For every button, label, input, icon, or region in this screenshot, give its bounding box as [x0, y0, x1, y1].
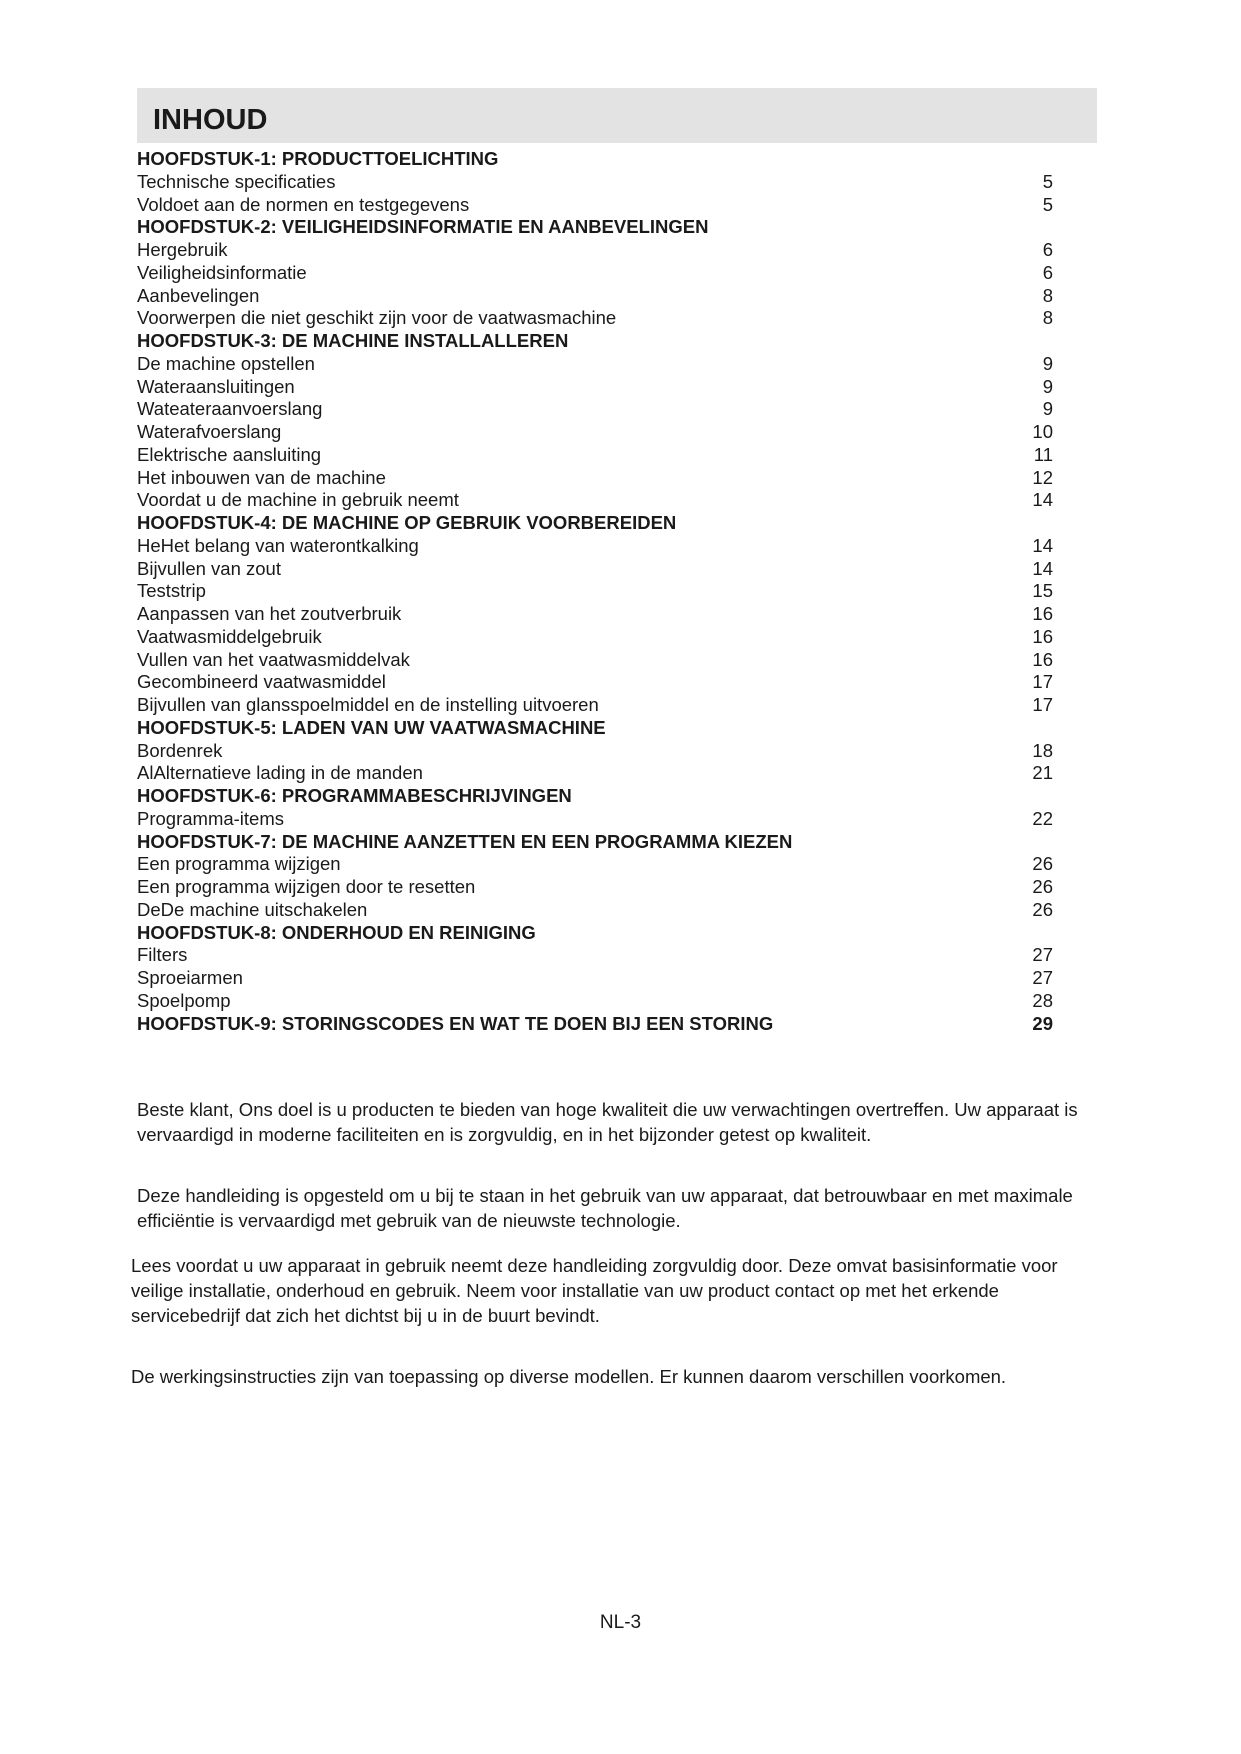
- toc-chapter-heading: [137, 1013, 1053, 1036]
- toc-entry: [137, 239, 1053, 262]
- toc-entry-page: 16: [1032, 648, 1053, 670]
- toc-entry-title: Hergebruik: [137, 239, 228, 260]
- toc-entry-page: 26: [1032, 853, 1053, 875]
- toc-entry-title: Gecombineerd vaatwasmiddel: [137, 671, 386, 693]
- toc-entry-page: 17: [1032, 694, 1053, 715]
- intro-paragraph-3: Lees voordat u uw apparaat in gebruik neemt deze handleiding zorgvuldig door. Deze omvat basisinformatie voor veilige installatie, onderhoud en gebruik. Neem voor installatie van uw product contact op met het erkende servicebedrijf dat zich het dichtst bij u in de buurt bevindt.: [131, 1255, 1058, 1326]
- toc-entry-title: Een programma wijzigen: [137, 853, 341, 875]
- toc-entry-page: 5: [1042, 193, 1053, 215]
- toc-entry-page: 16: [1032, 603, 1053, 624]
- toc-entry: [137, 580, 1053, 603]
- toc-entry: [137, 171, 1053, 194]
- toc-entry-page: 27: [1032, 944, 1053, 966]
- toc-entry-page: 9: [1042, 398, 1053, 420]
- toc-entry-title: Bijvullen van zout: [137, 557, 281, 579]
- toc-entry: [137, 990, 1053, 1013]
- toc-entry-page: 10: [1032, 421, 1053, 442]
- toc-entry-title: Bordenrek: [137, 739, 223, 761]
- toc-entry: [137, 671, 1053, 694]
- toc-entry-title: Programma-items: [137, 807, 284, 829]
- toc-entry-page: 17: [1032, 671, 1053, 693]
- toc-entry-page: 8: [1042, 284, 1053, 306]
- toc-entry: [137, 285, 1053, 308]
- toc-entry: [137, 649, 1053, 672]
- toc-entry-title: HOOFDSTUK-6: PROGRAMMABESCHRIJVINGEN: [137, 785, 572, 806]
- toc-entry-title: Waterafvoerslang: [137, 421, 282, 442]
- toc-entry: [137, 307, 1053, 330]
- toc-entry-page: 21: [1032, 762, 1053, 784]
- toc-chapter-heading: [137, 148, 1053, 171]
- toc-chapter-heading: [137, 717, 1053, 740]
- toc-entry-page: 9: [1042, 375, 1053, 397]
- toc-entry-title: Technische specificaties: [137, 170, 336, 192]
- toc-entry-title: Bijvullen van glansspoelmiddel en de instelling uitvoeren: [137, 694, 599, 715]
- intro-paragraph-4: De werkingsinstructies zijn van toepassing op diverse modellen. Er kunnen daarom verschillen voorkomen.: [131, 1366, 1007, 1387]
- toc-entry-page: 26: [1032, 876, 1053, 897]
- toc-entry: [137, 194, 1053, 217]
- toc-entry-title: Voorwerpen die niet geschikt zijn voor de vaatwasmachine: [137, 307, 617, 329]
- toc-entry-page: 29: [1032, 1012, 1053, 1034]
- header-bar: [137, 88, 1097, 143]
- toc-entry: [137, 944, 1053, 967]
- toc-entry-title: Aanpassen van het zoutverbruik: [137, 603, 402, 624]
- toc-entry: [137, 694, 1053, 717]
- toc-entry: [137, 853, 1053, 876]
- toc-entry-title: HOOFDSTUK-8: ONDERHOUD EN REINIGING: [137, 921, 536, 943]
- toc-entry-title: HOOFDSTUK-2: VEILIGHEIDSINFORMATIE EN AANBEVELINGEN: [137, 216, 709, 238]
- toc-entry-page: 9: [1042, 352, 1053, 374]
- toc-entry-title: Teststrip: [137, 580, 206, 602]
- page-number: NL-3: [599, 1612, 642, 1633]
- toc-entry: [137, 626, 1053, 649]
- toc-entry: [137, 762, 1053, 785]
- toc-entry-title: Vaatwasmiddelgebruik: [137, 625, 322, 647]
- toc-entry-page: 15: [1032, 580, 1053, 602]
- toc-entry: [137, 967, 1053, 990]
- toc-entry: [137, 353, 1053, 376]
- toc-entry-title: Filters: [137, 944, 188, 966]
- toc-chapter-heading: [137, 512, 1053, 535]
- toc-entry: [137, 467, 1053, 490]
- toc-entry: [137, 558, 1053, 581]
- toc-chapter-heading: [137, 785, 1053, 808]
- toc-entry: [137, 262, 1053, 285]
- toc-entry-page: 16: [1032, 625, 1053, 647]
- toc-entry: [137, 535, 1053, 558]
- toc-entry-page: 12: [1032, 466, 1053, 488]
- toc-entry: [137, 489, 1053, 512]
- toc-chapter-heading: [137, 330, 1053, 353]
- toc-entry: [137, 398, 1053, 421]
- page-title: INHOUD: [153, 104, 268, 136]
- toc-entry-title: HeHet belang van waterontkalking: [137, 534, 419, 556]
- toc-entry-title: De machine opstellen: [137, 352, 315, 374]
- toc-entry-page: 18: [1032, 739, 1053, 761]
- toc-entry-title: Het inbouwen van de machine: [137, 466, 386, 488]
- toc-entry-page: 26: [1032, 898, 1053, 920]
- toc-entry: [137, 876, 1053, 899]
- toc-entry-page: 6: [1042, 261, 1053, 283]
- toc-entry-page: 14: [1032, 534, 1053, 556]
- toc-chapter-heading: [137, 216, 1053, 239]
- toc-entry-title: HOOFDSTUK-9: STORINGSCODES EN WAT TE DOEN BIJ EEN STORING: [137, 1012, 774, 1034]
- toc-entry-title: Veiligheidsinformatie: [137, 261, 307, 283]
- toc-entry: [137, 421, 1053, 444]
- toc-entry-title: Een programma wijzigen door te resetten: [137, 876, 476, 897]
- toc-entry: [137, 376, 1053, 399]
- toc-entry-title: Spoelpomp: [137, 989, 231, 1011]
- toc-entry-title: Sproeiarmen: [137, 967, 243, 988]
- toc-entry-title: Vullen van het vaatwasmiddelvak: [137, 648, 410, 670]
- toc-entry-title: Voordat u de machine in gebruik neemt: [137, 489, 459, 511]
- toc-chapter-heading: [137, 922, 1053, 945]
- toc-entry-page: 5: [1042, 170, 1053, 192]
- toc-entry: [137, 603, 1053, 626]
- toc-entry-title: Elektrische aansluiting: [137, 443, 322, 465]
- toc-entry-page: 14: [1032, 489, 1053, 511]
- toc-entry-title: HOOFDSTUK-7: DE MACHINE AANZETTEN EN EEN PROGRAMMA KIEZEN: [137, 830, 793, 852]
- toc-entry: [137, 444, 1053, 467]
- table-of-contents: [137, 148, 1053, 1035]
- toc-entry-title: HOOFDSTUK-5: LADEN VAN UW VAATWASMACHINE: [137, 716, 606, 738]
- toc-entry-title: HOOFDSTUK-4: DE MACHINE OP GEBRUIK VOORBEREIDEN: [137, 512, 677, 533]
- toc-entry-title: Wateateraanvoerslang: [137, 398, 323, 420]
- toc-entry-page: 6: [1042, 239, 1053, 260]
- toc-chapter-heading: [137, 831, 1053, 854]
- toc-entry-page: 27: [1032, 967, 1053, 988]
- toc-entry-page: 22: [1032, 807, 1053, 829]
- toc-entry-title: AlAlternatieve lading in de manden: [137, 762, 423, 784]
- toc-entry-title: DeDe machine uitschakelen: [137, 898, 368, 920]
- toc-entry-title: Wateraansluitingen: [137, 375, 295, 397]
- toc-entry-title: Voldoet aan de normen en testgegevens: [137, 193, 470, 215]
- toc-entry-page: 14: [1032, 557, 1053, 579]
- toc-entry: [137, 740, 1053, 763]
- toc-entry: [137, 899, 1053, 922]
- intro-paragraph-2: Deze handleiding is opgesteld om u bij te staan in het gebruik van uw apparaat, dat betrouwbaar en met maximale efficiëntie is vervaardigd met gebruik van de nieuwste technologie.: [137, 1185, 1073, 1231]
- toc-entry-title: HOOFDSTUK-3: DE MACHINE INSTALLALLEREN: [137, 330, 569, 351]
- toc-entry-page: 8: [1042, 307, 1053, 329]
- toc-entry-title: Aanbevelingen: [137, 284, 260, 306]
- toc-entry-page: 28: [1032, 989, 1053, 1011]
- intro-paragraph-1: Beste klant, Ons doel is u producten te bieden van hoge kwaliteit die uw verwachtingen overtreffen. Uw apparaat is vervaardigd in moderne faciliteiten en is zorgvuldig, en in het bijzonder getest op kwaliteit.: [137, 1099, 1078, 1145]
- toc-entry: [137, 808, 1053, 831]
- toc-entry-page: 11: [1033, 443, 1053, 465]
- toc-entry-title: HOOFDSTUK-1: PRODUCTTOELICHTING: [137, 148, 499, 169]
